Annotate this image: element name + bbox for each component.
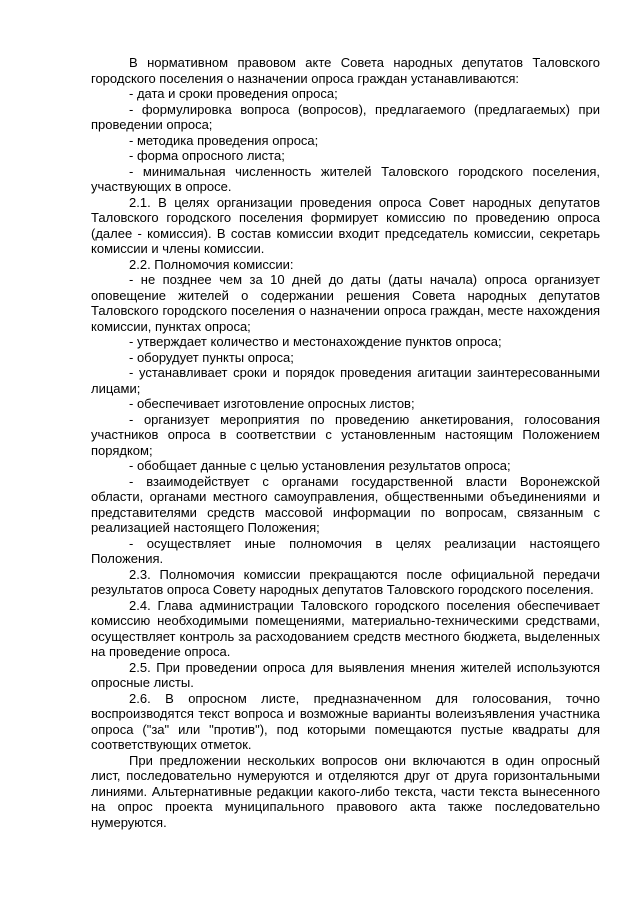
section-2-6: 2.6. В опросном листе, предназначенном для голосования, точно воспроизводятся текст вопроса и возможные варианты волеизъявления участника опроса ("за" или "против"), под которыми помещаются пустые квадраты для соответствующих отметок. xyxy=(91,690,600,752)
list-item-method: - методика проведения опроса; xyxy=(129,132,319,148)
power-produce-sheets: - обеспечивает изготовление опросных листов; xyxy=(129,396,415,411)
list-item-min-count: - минимальная численность жителей Таловского городского поселения, участвующих в опросе. xyxy=(91,163,600,194)
section-2-4: 2.4. Глава администрации Таловского городского поселения обеспечивает комиссию необходимыми помещениями, материально-техническими средствами, осуществляет контроль за расходованием средств местного бюджета, выделенных на проведение опроса. xyxy=(91,597,600,659)
power-organize-voting: - организует мероприятия по проведению анкетирования, голосования участников опроса в соответствии с установленным настоящим Положением порядком; xyxy=(91,411,600,458)
power-agitation: - устанавливает сроки и порядок проведения агитации заинтересованными лицами; xyxy=(91,365,600,396)
power-summarize: - обобщает данные с целью установления результатов опроса; xyxy=(129,458,511,473)
power-other: - осуществляет иные полномочия в целях реализации настоящего Положения. xyxy=(91,535,600,566)
power-equip-points: - оборудует пункты опроса; xyxy=(129,349,294,365)
list-item-question: - формулировка вопроса (вопросов), предлагаемого (предлагаемых) при проведении опроса; xyxy=(91,101,600,132)
power-notify: - не позднее чем за 10 дней до даты (даты начала) опроса организует оповещение жителей о содержании решения Совета народных депутатов Таловского городского поселения о назначении опроса граждан, месте нахождения комиссии, пунктах опроса; xyxy=(91,272,600,334)
power-approve-points: - утверждает количество и местонахождение пунктов опроса; xyxy=(129,334,502,349)
section-2-3: 2.3. Полномочия комиссии прекращаются после официальной передачи результатов опроса Совету народных депутатов Таловского городского поселения. xyxy=(91,566,600,597)
list-item-date: - дата и сроки проведения опроса; xyxy=(129,86,338,101)
section-2-2-heading: 2.2. Полномочия комиссии: xyxy=(129,256,294,272)
section-2-1: 2.1. В целях организации проведения опроса Совет народных депутатов Таловского городского поселения формирует комиссию по проведению опроса (далее - комиссия). В состав комиссии входит председатель комиссии, секретарь комиссии и члены комиссии. xyxy=(91,194,600,256)
power-interact: - взаимодействует с органами государственной власти Воронежской области, органами местного самоуправления, общественными объединениями и представителями средств массовой информации по вопросам, связанным с реализацией настоящего Положения; xyxy=(91,473,600,535)
list-item-form: - форма опросного листа; xyxy=(129,148,285,163)
section-2-5: 2.5. При проведении опроса для выявления мнения жителей используются опросные листы. xyxy=(91,659,600,690)
closing-paragraph: При предложении нескольких вопросов они включаются в один опросный лист, последовательно нумеруются и отделяются друг от друга горизонтальными линиями. Альтернативные редакции какого-либо текста, части текста вынесенного на опрос проекта муниципального правового акта также последовательно нумеруются. xyxy=(91,752,600,830)
intro-paragraph: В нормативном правовом акте Совета народных депутатов Таловского городского поселения о назначении опроса граждан устанавливаются: xyxy=(91,55,600,86)
